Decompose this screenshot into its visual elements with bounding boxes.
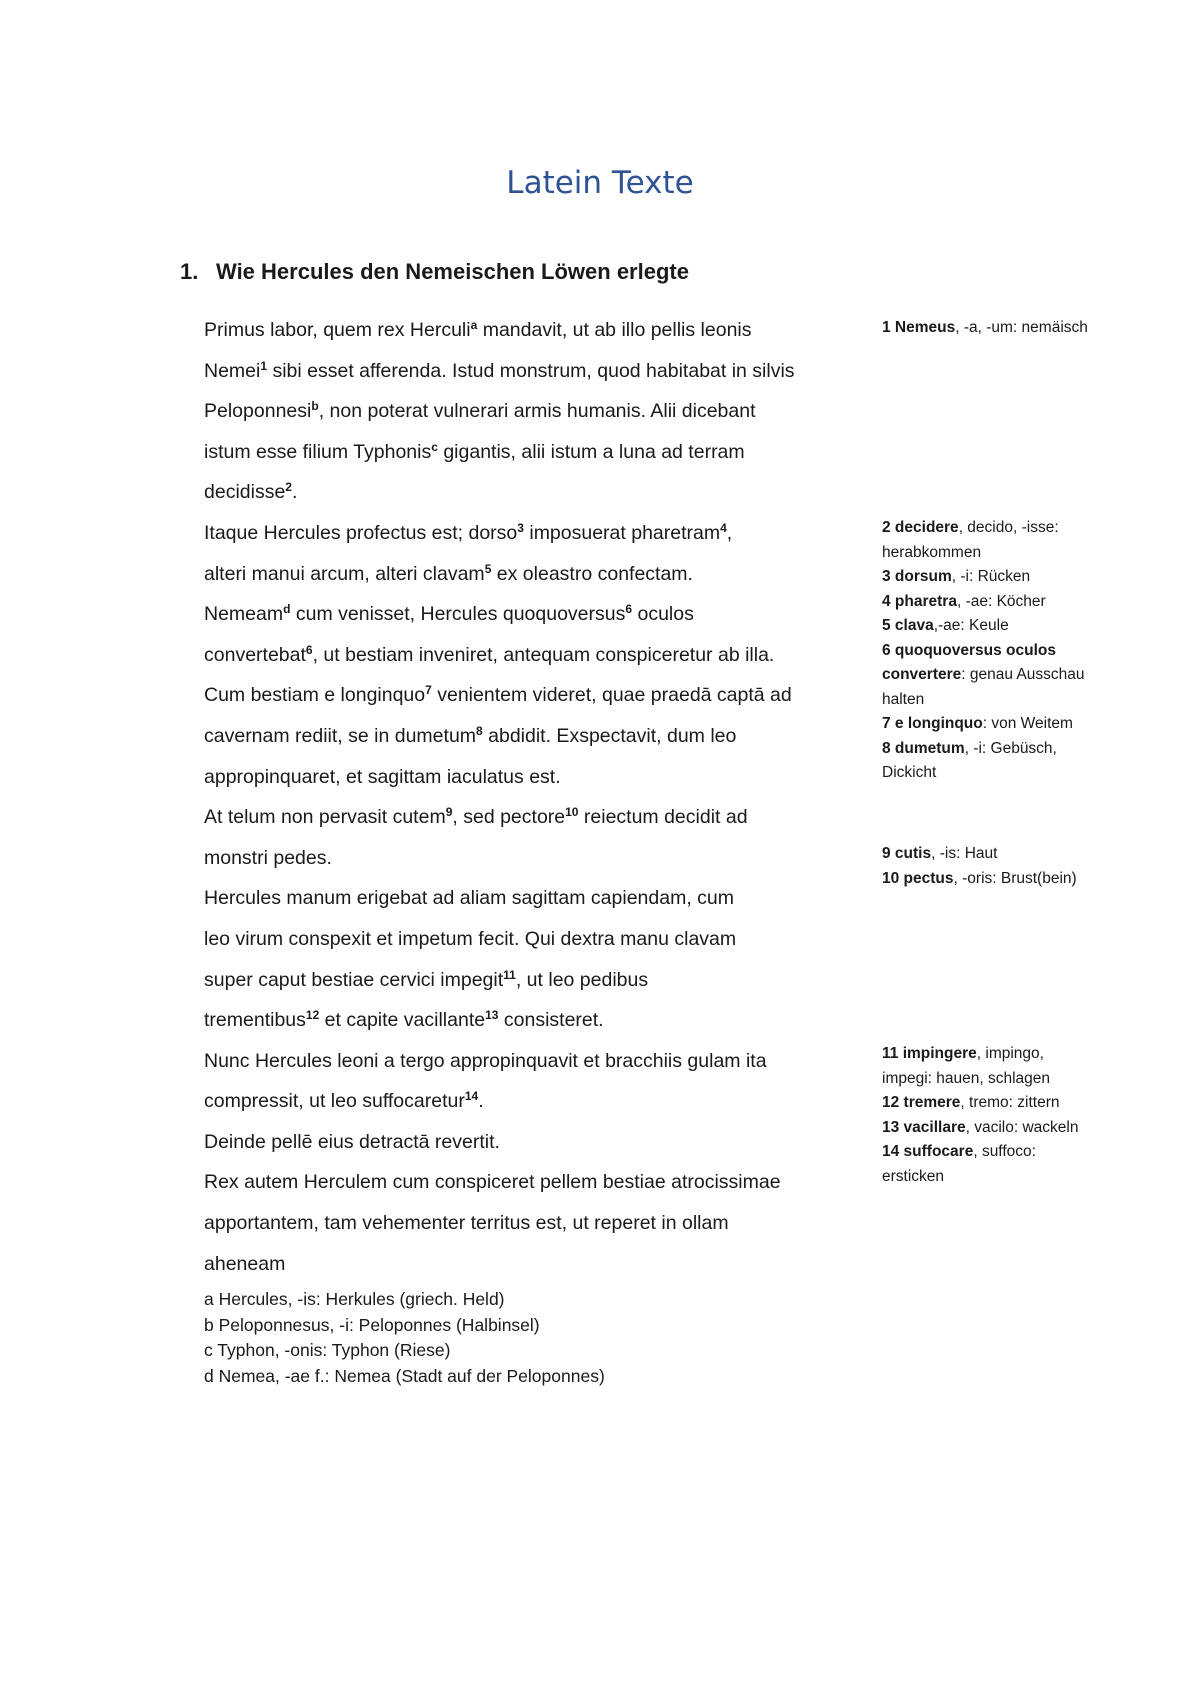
text-line bbox=[204, 757, 869, 798]
text-segment: super caput bestiae cervici impegit bbox=[204, 968, 504, 991]
gloss-term: 14 suffocare bbox=[882, 1143, 974, 1160]
text-segment: Deinde pellē eius detractā revertit. bbox=[204, 1130, 500, 1153]
text-line bbox=[204, 351, 869, 392]
footnote-marker: d bbox=[283, 602, 291, 617]
section-number: 1. bbox=[180, 259, 199, 284]
gloss-meaning: , -i: Gebüsch, Dickicht bbox=[882, 739, 1057, 781]
footnote-marker: 9 bbox=[445, 805, 453, 820]
gloss-meaning: , -i: Rücken bbox=[951, 568, 1031, 585]
gloss-term: 13 vacillare bbox=[882, 1118, 966, 1136]
footnote-marker: 7 bbox=[425, 683, 432, 698]
footnote-marker: 6 bbox=[625, 602, 633, 617]
text-line bbox=[204, 635, 869, 676]
text-segment: Rex autem Herculem cum conspiceret pellem bestiae atrocissimae bbox=[204, 1171, 781, 1194]
text-line bbox=[204, 1081, 869, 1122]
text-segment: Hercules manum erigebat ad aliam sagittam capiendam, cum bbox=[204, 887, 734, 910]
gloss-entry bbox=[882, 737, 1092, 786]
gloss-meaning: : von Weitem bbox=[982, 715, 1073, 732]
text-segment: istum esse filium Typhonis bbox=[204, 440, 432, 463]
gloss-meaning: ,-ae: Keule bbox=[933, 617, 1009, 634]
gloss-entry bbox=[882, 1140, 1092, 1189]
gloss-entry bbox=[882, 590, 1092, 615]
text-line bbox=[204, 838, 869, 879]
text-segment: sibi esset afferenda. Istud monstrum, quod habitabat in silvis bbox=[267, 359, 795, 382]
gloss-entry bbox=[882, 1116, 1092, 1141]
gloss-term: 3 dorsum bbox=[882, 568, 952, 585]
text-segment: Nunc Hercules leoni a tergo appropinquavit et bracchiis gulam ita bbox=[204, 1049, 767, 1072]
gloss-term: 2 decidere bbox=[882, 519, 959, 536]
text-segment: ex oleastro confectam. bbox=[491, 562, 693, 585]
footnote-marker: c bbox=[431, 439, 438, 454]
section-heading bbox=[180, 257, 689, 287]
text-segment: trementibus bbox=[204, 1009, 306, 1032]
gloss-entry bbox=[882, 1091, 1092, 1116]
text-segment: mandavit, ut ab illo pellis leonis bbox=[477, 319, 752, 341]
text-segment: consisteret. bbox=[498, 1009, 604, 1032]
text-segment: . bbox=[478, 1090, 484, 1113]
gloss-meaning: , suffoco: ersticken bbox=[882, 1143, 1036, 1185]
text-segment: , ut leo pedibus bbox=[515, 968, 649, 991]
gloss-term: 5 clava bbox=[882, 617, 934, 634]
text-segment: convertebat bbox=[204, 643, 306, 666]
text-line bbox=[204, 594, 869, 635]
text-segment: , bbox=[726, 521, 733, 544]
text-line bbox=[204, 1162, 869, 1203]
gloss-meaning: , -is: Haut bbox=[931, 845, 998, 862]
section-title: Wie Hercules den Nemeischen Löwen erlegte bbox=[216, 259, 689, 284]
text-line bbox=[204, 513, 869, 554]
margin-glosses-2 bbox=[882, 516, 1092, 786]
margin-glosses-1 bbox=[882, 316, 1092, 341]
text-line bbox=[204, 675, 869, 716]
gloss-entry bbox=[882, 614, 1092, 639]
text-segment: abdidit. Exspectavit, dum leo bbox=[482, 724, 737, 747]
gloss-term: 9 cutis bbox=[882, 845, 932, 862]
text-line bbox=[204, 919, 869, 960]
text-segment: Nemeam bbox=[204, 603, 284, 626]
gloss-meaning: , vacilo: wackeln bbox=[965, 1118, 1079, 1136]
text-segment: , non poterat vulnerari armis humanis. Alii dicebant bbox=[318, 400, 756, 423]
gloss-meaning: , -oris: Brust(bein) bbox=[953, 869, 1077, 887]
text-line bbox=[204, 1244, 869, 1285]
text-segment: alteri manui arcum, alteri clavam bbox=[204, 562, 485, 585]
text-line bbox=[204, 1000, 869, 1041]
text-segment: venientem videret, quae praedā captā ad bbox=[431, 684, 792, 707]
gloss-entry bbox=[882, 867, 1092, 892]
footnote-marker: 12 bbox=[305, 1008, 320, 1023]
gloss-meaning: , decido, -isse: herabkommen bbox=[882, 519, 1059, 561]
gloss-term: 7 e longinquo bbox=[882, 715, 983, 732]
text-line bbox=[204, 1041, 869, 1082]
gloss-entry bbox=[882, 1042, 1092, 1091]
gloss-entry bbox=[882, 565, 1092, 590]
footnote: d Nemea, -ae f.: Nemea (Stadt auf der Peloponnes) bbox=[204, 1365, 605, 1386]
gloss-meaning: , impingo, impegi: hauen, schlagen bbox=[882, 1045, 1051, 1087]
gloss-term: 8 dumetum bbox=[882, 739, 965, 757]
text-segment: , ut bestiam inveniret, antequam conspiceretur ab illa. bbox=[312, 643, 775, 666]
footnote: a Hercules, -is: Herkules (griech. Held) bbox=[204, 1289, 505, 1309]
gloss-term: 10 pectus bbox=[882, 869, 954, 887]
text-segment: apportantem, tam vehementer territus est, ut reperet in ollam bbox=[204, 1212, 729, 1235]
footnote-marker: 4 bbox=[720, 520, 727, 535]
text-line bbox=[204, 1122, 869, 1163]
text-segment: At telum non pervasit cutem bbox=[204, 806, 446, 829]
text-line bbox=[204, 960, 869, 1001]
gloss-term: 11 impingere bbox=[882, 1045, 977, 1062]
latin-text-body bbox=[204, 310, 869, 1284]
gloss-meaning: , tremo: zittern bbox=[960, 1094, 1060, 1111]
text-segment: Peloponnesi bbox=[204, 400, 312, 423]
gloss-term: 12 tremere bbox=[882, 1094, 961, 1111]
text-segment: cum venisset, Hercules quoquoversus bbox=[290, 603, 626, 626]
gloss-term: 6 quoquoversus oculos convertere bbox=[882, 641, 1056, 683]
text-segment: Cum bestiam e longinquo bbox=[204, 684, 426, 707]
footnote: b Peloponnesus, -i: Peloponnes (Halbinsel) bbox=[204, 1314, 540, 1335]
text-line bbox=[204, 310, 869, 351]
footnote-marker: 6 bbox=[305, 642, 313, 657]
text-segment: aheneam bbox=[204, 1252, 286, 1275]
gloss-term: 4 pharetra bbox=[882, 592, 957, 610]
text-line bbox=[204, 472, 869, 513]
text-segment: reiectum decidit ad bbox=[578, 806, 748, 829]
document-title: Latein Texte bbox=[506, 165, 694, 201]
gloss-term: 1 Nemeus bbox=[882, 319, 956, 336]
footnote-marker: 3 bbox=[517, 520, 524, 535]
footnote: c Typhon, -onis: Typhon (Riese) bbox=[204, 1340, 451, 1360]
footnote-marker: 10 bbox=[565, 805, 579, 820]
text-segment: Primus labor, quem rex Herculi bbox=[204, 319, 471, 341]
gloss-entry bbox=[882, 516, 1092, 565]
gloss-entry bbox=[882, 842, 1092, 867]
footnote-marker: 1 bbox=[260, 358, 268, 373]
text-line bbox=[204, 554, 869, 595]
text-segment: cavernam rediit, se in dumetum bbox=[204, 724, 477, 747]
footnote-marker: 5 bbox=[484, 561, 492, 576]
footnote-marker: 14 bbox=[464, 1089, 479, 1104]
footnotes bbox=[204, 1287, 605, 1389]
gloss-entry bbox=[882, 316, 1092, 341]
text-segment: decidisse bbox=[204, 481, 286, 504]
text-segment: gigantis, alii istum a luna ad terram bbox=[437, 440, 745, 463]
text-segment: Nemei bbox=[204, 359, 261, 382]
text-segment: oculos bbox=[632, 603, 694, 626]
text-line bbox=[204, 797, 869, 838]
text-segment: et capite vacillante bbox=[319, 1009, 486, 1032]
footnote-marker: 11 bbox=[503, 967, 516, 982]
footnote-marker: 8 bbox=[476, 723, 483, 738]
text-segment: leo virum conspexit et impetum fecit. Qui dextra manu clavam bbox=[204, 927, 737, 950]
text-segment: monstri pedes. bbox=[204, 846, 332, 869]
margin-glosses-4 bbox=[882, 1042, 1092, 1189]
margin-glosses-3 bbox=[882, 842, 1092, 891]
footnote-marker: 2 bbox=[285, 480, 292, 495]
text-line bbox=[204, 878, 869, 919]
gloss-meaning: , -ae: Köcher bbox=[956, 592, 1046, 610]
text-segment: , sed pectore bbox=[452, 806, 566, 829]
text-segment: appropinquaret, et sagittam iaculatus est. bbox=[204, 765, 561, 788]
gloss-meaning: , -a, -um: nemäisch bbox=[955, 319, 1088, 336]
footnote-marker: b bbox=[311, 399, 319, 414]
footnote-marker: 13 bbox=[485, 1008, 499, 1023]
text-line bbox=[204, 1203, 869, 1244]
text-line bbox=[204, 432, 869, 473]
footnote-marker: a bbox=[470, 318, 478, 332]
text-segment: compressit, ut leo suffocaretur bbox=[204, 1090, 465, 1113]
text-segment: . bbox=[291, 481, 298, 504]
text-line bbox=[204, 391, 869, 432]
text-segment: Itaque Hercules profectus est; dorso bbox=[204, 521, 518, 544]
text-segment: imposuerat pharetram bbox=[523, 521, 721, 544]
gloss-entry bbox=[882, 639, 1092, 713]
text-line bbox=[204, 716, 869, 757]
gloss-entry bbox=[882, 712, 1092, 737]
gloss-meaning: : genau Ausschau halten bbox=[882, 666, 1085, 708]
